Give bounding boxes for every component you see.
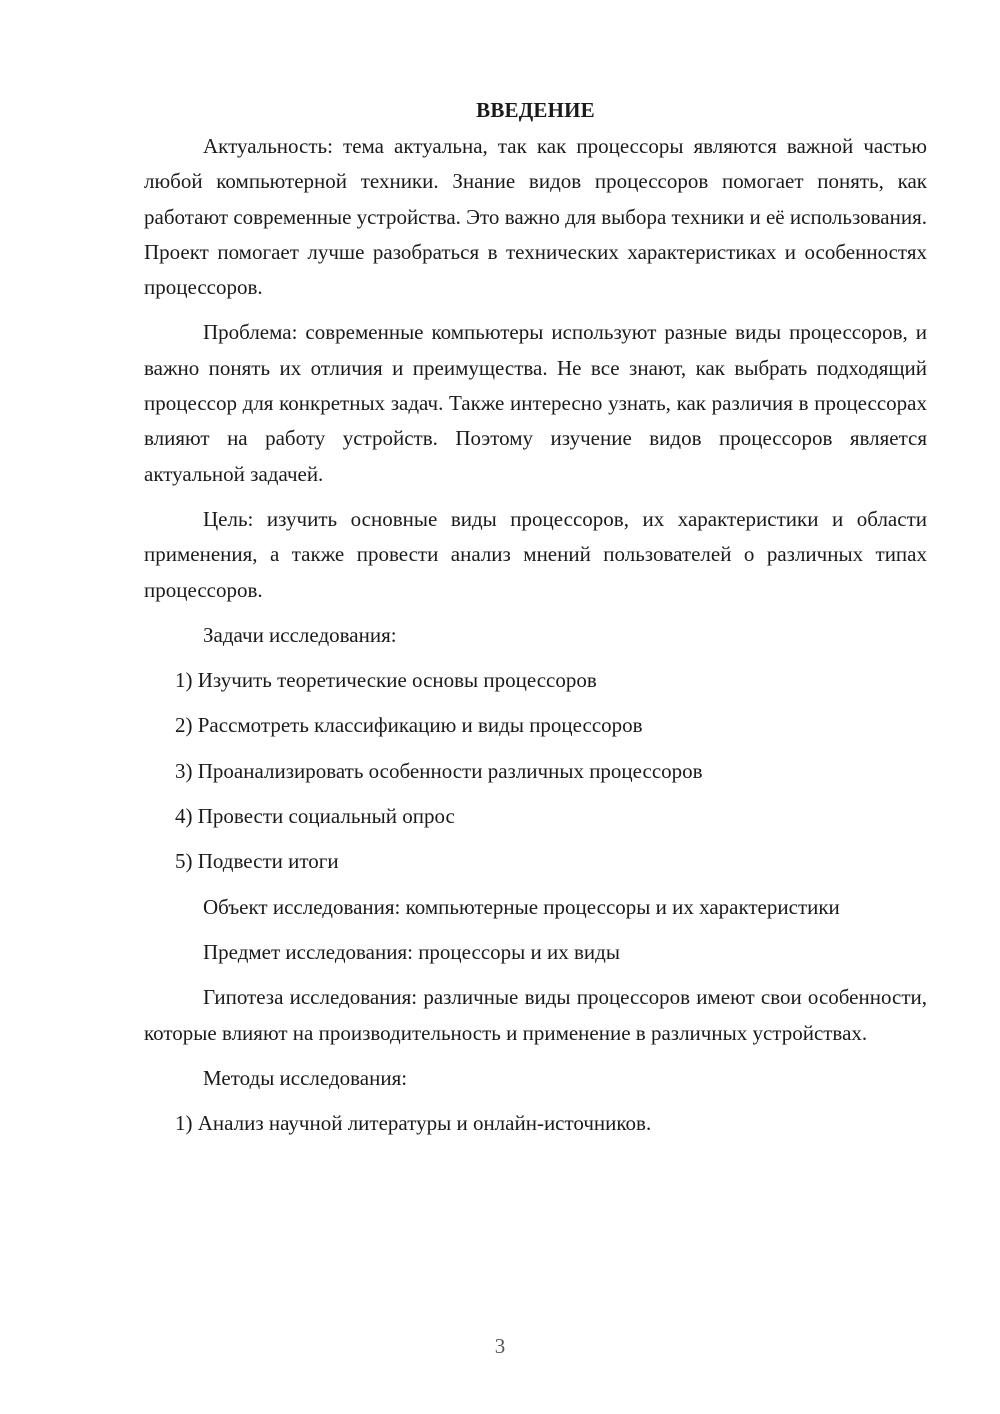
section-title: ВВЕДЕНИЕ xyxy=(476,98,595,122)
goal-paragraph: Цель: изучить основные виды процессоров, их характеристики и области применения, а также провести анализ мнений пользователей о различных типах процессоров. xyxy=(144,506,927,602)
task-item-4: 4) Провести социальный опрос xyxy=(175,804,455,829)
methods-heading: Методы исследования: xyxy=(203,1065,408,1090)
method-item-1: 1) Анализ научной литературы и онлайн-источников. xyxy=(175,1111,652,1136)
subject-paragraph: Предмет исследования: процессоры и их виды xyxy=(203,939,620,964)
task-item-3: 3) Проанализировать особенности различных процессоров xyxy=(175,758,703,783)
task-item-5: 5) Подвести итоги xyxy=(175,849,339,874)
problem-paragraph: Проблема: современные компьютеры используют разные виды процессоров, и важно понять их отличия и преимущества. Не все знают, как выбрать подходящий процессор для конкретных задач. Также интересно узнать, как различия в процессорах влияют на работу устройств. Поэтому изучение видов процессоров является актуальной задачей. xyxy=(144,320,927,486)
task-item-2: 2) Рассмотреть классификацию и виды процессоров xyxy=(175,713,643,738)
page-number: 3 xyxy=(494,1334,506,1358)
tasks-heading: Задачи исследования: xyxy=(203,622,397,647)
task-item-1: 1) Изучить теоретические основы процессоров xyxy=(175,668,597,693)
relevance-paragraph: Актуальность: тема актуальна, так как процессоры являются важной частью любой компьютерной техники. Знание видов процессоров помогает понять, как работают современные устройства. Это важно для выбора техники и её использования. Проект помогает лучше разобраться в технических характеристиках и особенностях процессоров. xyxy=(144,134,927,300)
page-content xyxy=(144,93,927,1151)
hypothesis-paragraph: Гипотеза исследования: различные виды процессоров имеют свои особенности, которые влияют на производительность и применение в различных устройствах. xyxy=(144,985,927,1045)
object-paragraph: Объект исследования: компьютерные процессоры и их характеристики xyxy=(203,894,840,919)
